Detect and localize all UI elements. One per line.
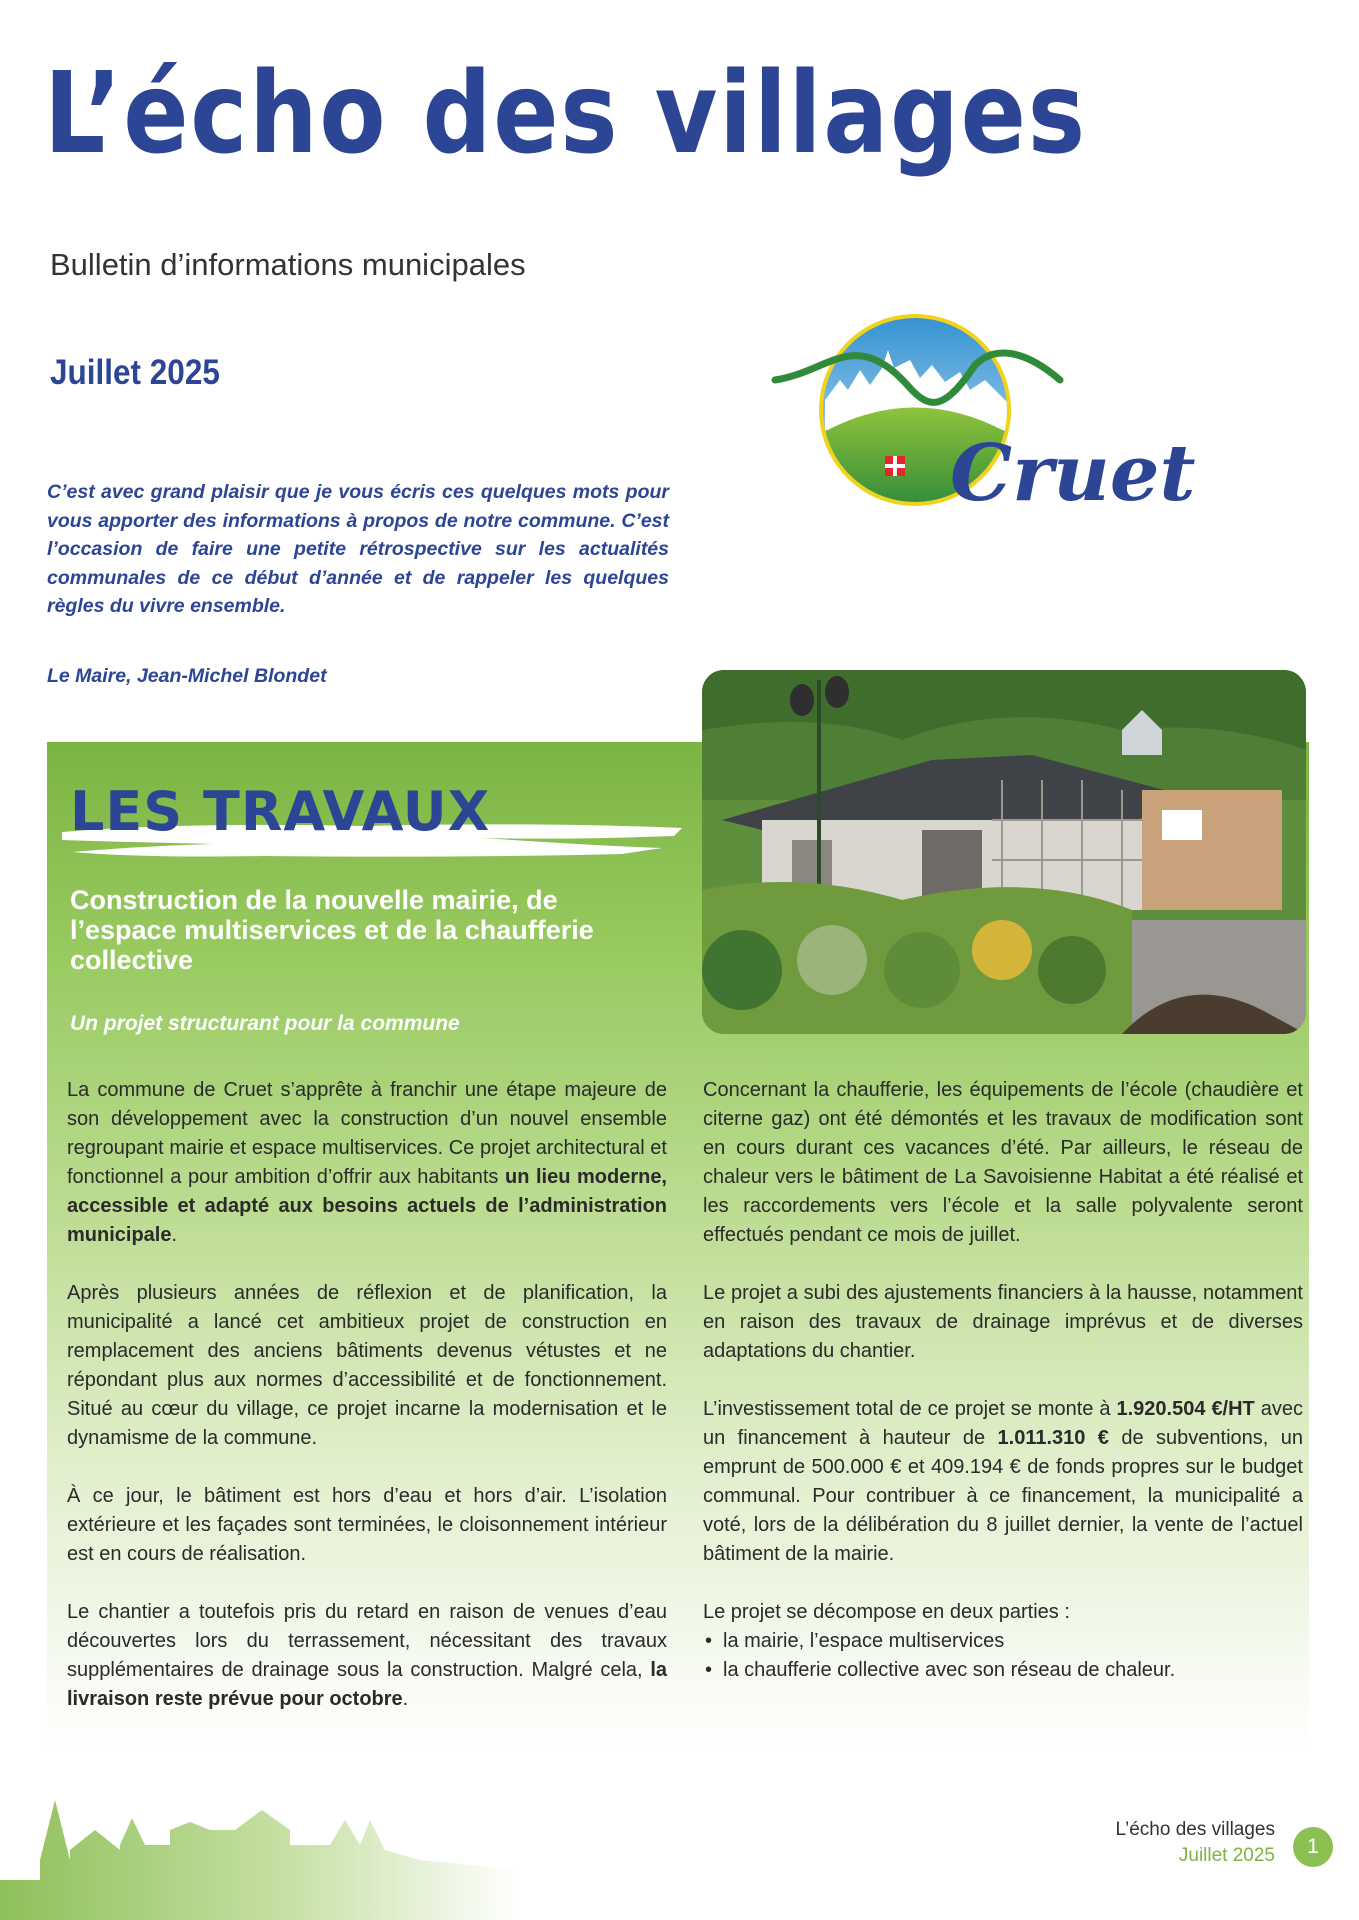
right-column	[703, 1076, 1303, 1685]
footer-publication: L’écho des villages	[1115, 1819, 1275, 1840]
paragraph: Le projet a subi des ajustements financiers à la hausse, notamment en raison des travaux de drainage imprévus et de diverses adaptations du chantier.	[703, 1282, 1303, 1362]
paragraph: Après plusieurs années de réflexion et de planification, la municipalité a lancé cet ambitieux projet de construction en remplacement des anciens bâtiments devenus vétustes et ne répondant plus aux normes d’accessibilité et de fonctionnement. Situé au cœur du village, ce projet incarne la modernisation et le dynamisme de la commune.	[67, 1282, 667, 1449]
paragraph: La commune de Cruet s’apprête à franchir une étape majeure de son développement avec la construction d’un nouvel ensemble regroupant mairie et espace multiservices. Ce projet architectural et fonctionnel a pour ambition d’offrir aux habitants un lieu moderne, accessible et adapté aux besoins actuels de l’administration municipale.	[67, 1079, 667, 1246]
construction-photo	[702, 670, 1306, 1034]
logo-wordmark: Cruet	[950, 428, 1196, 519]
masthead-subtitle: Bulletin d’informations municipales	[50, 247, 526, 282]
savoie-flag-icon	[885, 456, 905, 476]
page-number: 1	[1293, 1827, 1333, 1867]
paragraph: Le projet se décompose en deux parties :	[703, 1601, 1070, 1623]
article-heading: Construction de la nouvelle mairie, de l’espace multiservices et de la chaufferie collective	[70, 885, 594, 975]
section-title: LES TRAVAUX	[70, 780, 491, 843]
masthead-title: L’écho des villages	[44, 49, 1087, 179]
paragraph: Le chantier a toutefois pris du retard en raison de venues d’eau découvertes lors du terrassement, nécessitant des travaux supplémentaires de drainage sous la construction. Malgré cela, la livraison reste prévue pour octobre.	[67, 1601, 667, 1710]
village-silhouette-decoration	[0, 1790, 520, 1920]
footer-date: Juillet 2025	[1178, 1845, 1275, 1866]
left-column	[67, 1076, 667, 1743]
paragraph: À ce jour, le bâtiment est hors d’eau et hors d’air. L’isolation extérieure et les façades sont terminées, le cloisonnement intérieur est en cours de réalisation.	[67, 1485, 667, 1565]
list-item: • la mairie, l’espace multiservices	[703, 1627, 1303, 1656]
list-item: • la chaufferie collective avec son réseau de chaleur.	[703, 1656, 1303, 1685]
issue-date: Juillet 2025	[50, 353, 220, 392]
paragraph: L’investissement total de ce projet se monte à 1.920.504 €/HT avec un financement à hauteur de 1.011.310 € de subventions, un emprunt de 500.000 € et 409.194 € de fonds propres sur le budget communal. Pour contribuer à ce financement, la municipalité a voté, lors de la délibération du 8 juillet dernier, la vente de l’actuel bâtiment de la mairie.	[703, 1398, 1303, 1565]
paragraph: Concernant la chaufferie, les équipements de l’école (chaudière et citerne gaz) ont été démontés et les travaux de modification sont en cours durant ces vacances d’été. Par ailleurs, le réseau de chaleur vers le bâtiment de La Savoisienne Habitat a été réalisé et les raccordements vers l’école et la salle polyvalente seront effectués pendant ce mois de juillet.	[703, 1079, 1303, 1246]
article-kicker: Un projet structurant pour la commune	[70, 1012, 460, 1035]
cruet-logo	[770, 310, 1220, 570]
project-parts-list	[703, 1627, 1303, 1685]
editorial-signature: Le Maire, Jean-Michel Blondet	[47, 665, 327, 687]
editorial-text: C’est avec grand plaisir que je vous écris ces quelques mots pour vous apporter des informations à propos de notre commune. C’est l’occasion de faire une petite rétrospective sur les actualités communales de ce début d’année et de rappeler les quelques règles du vivre ensemble.	[47, 481, 669, 617]
